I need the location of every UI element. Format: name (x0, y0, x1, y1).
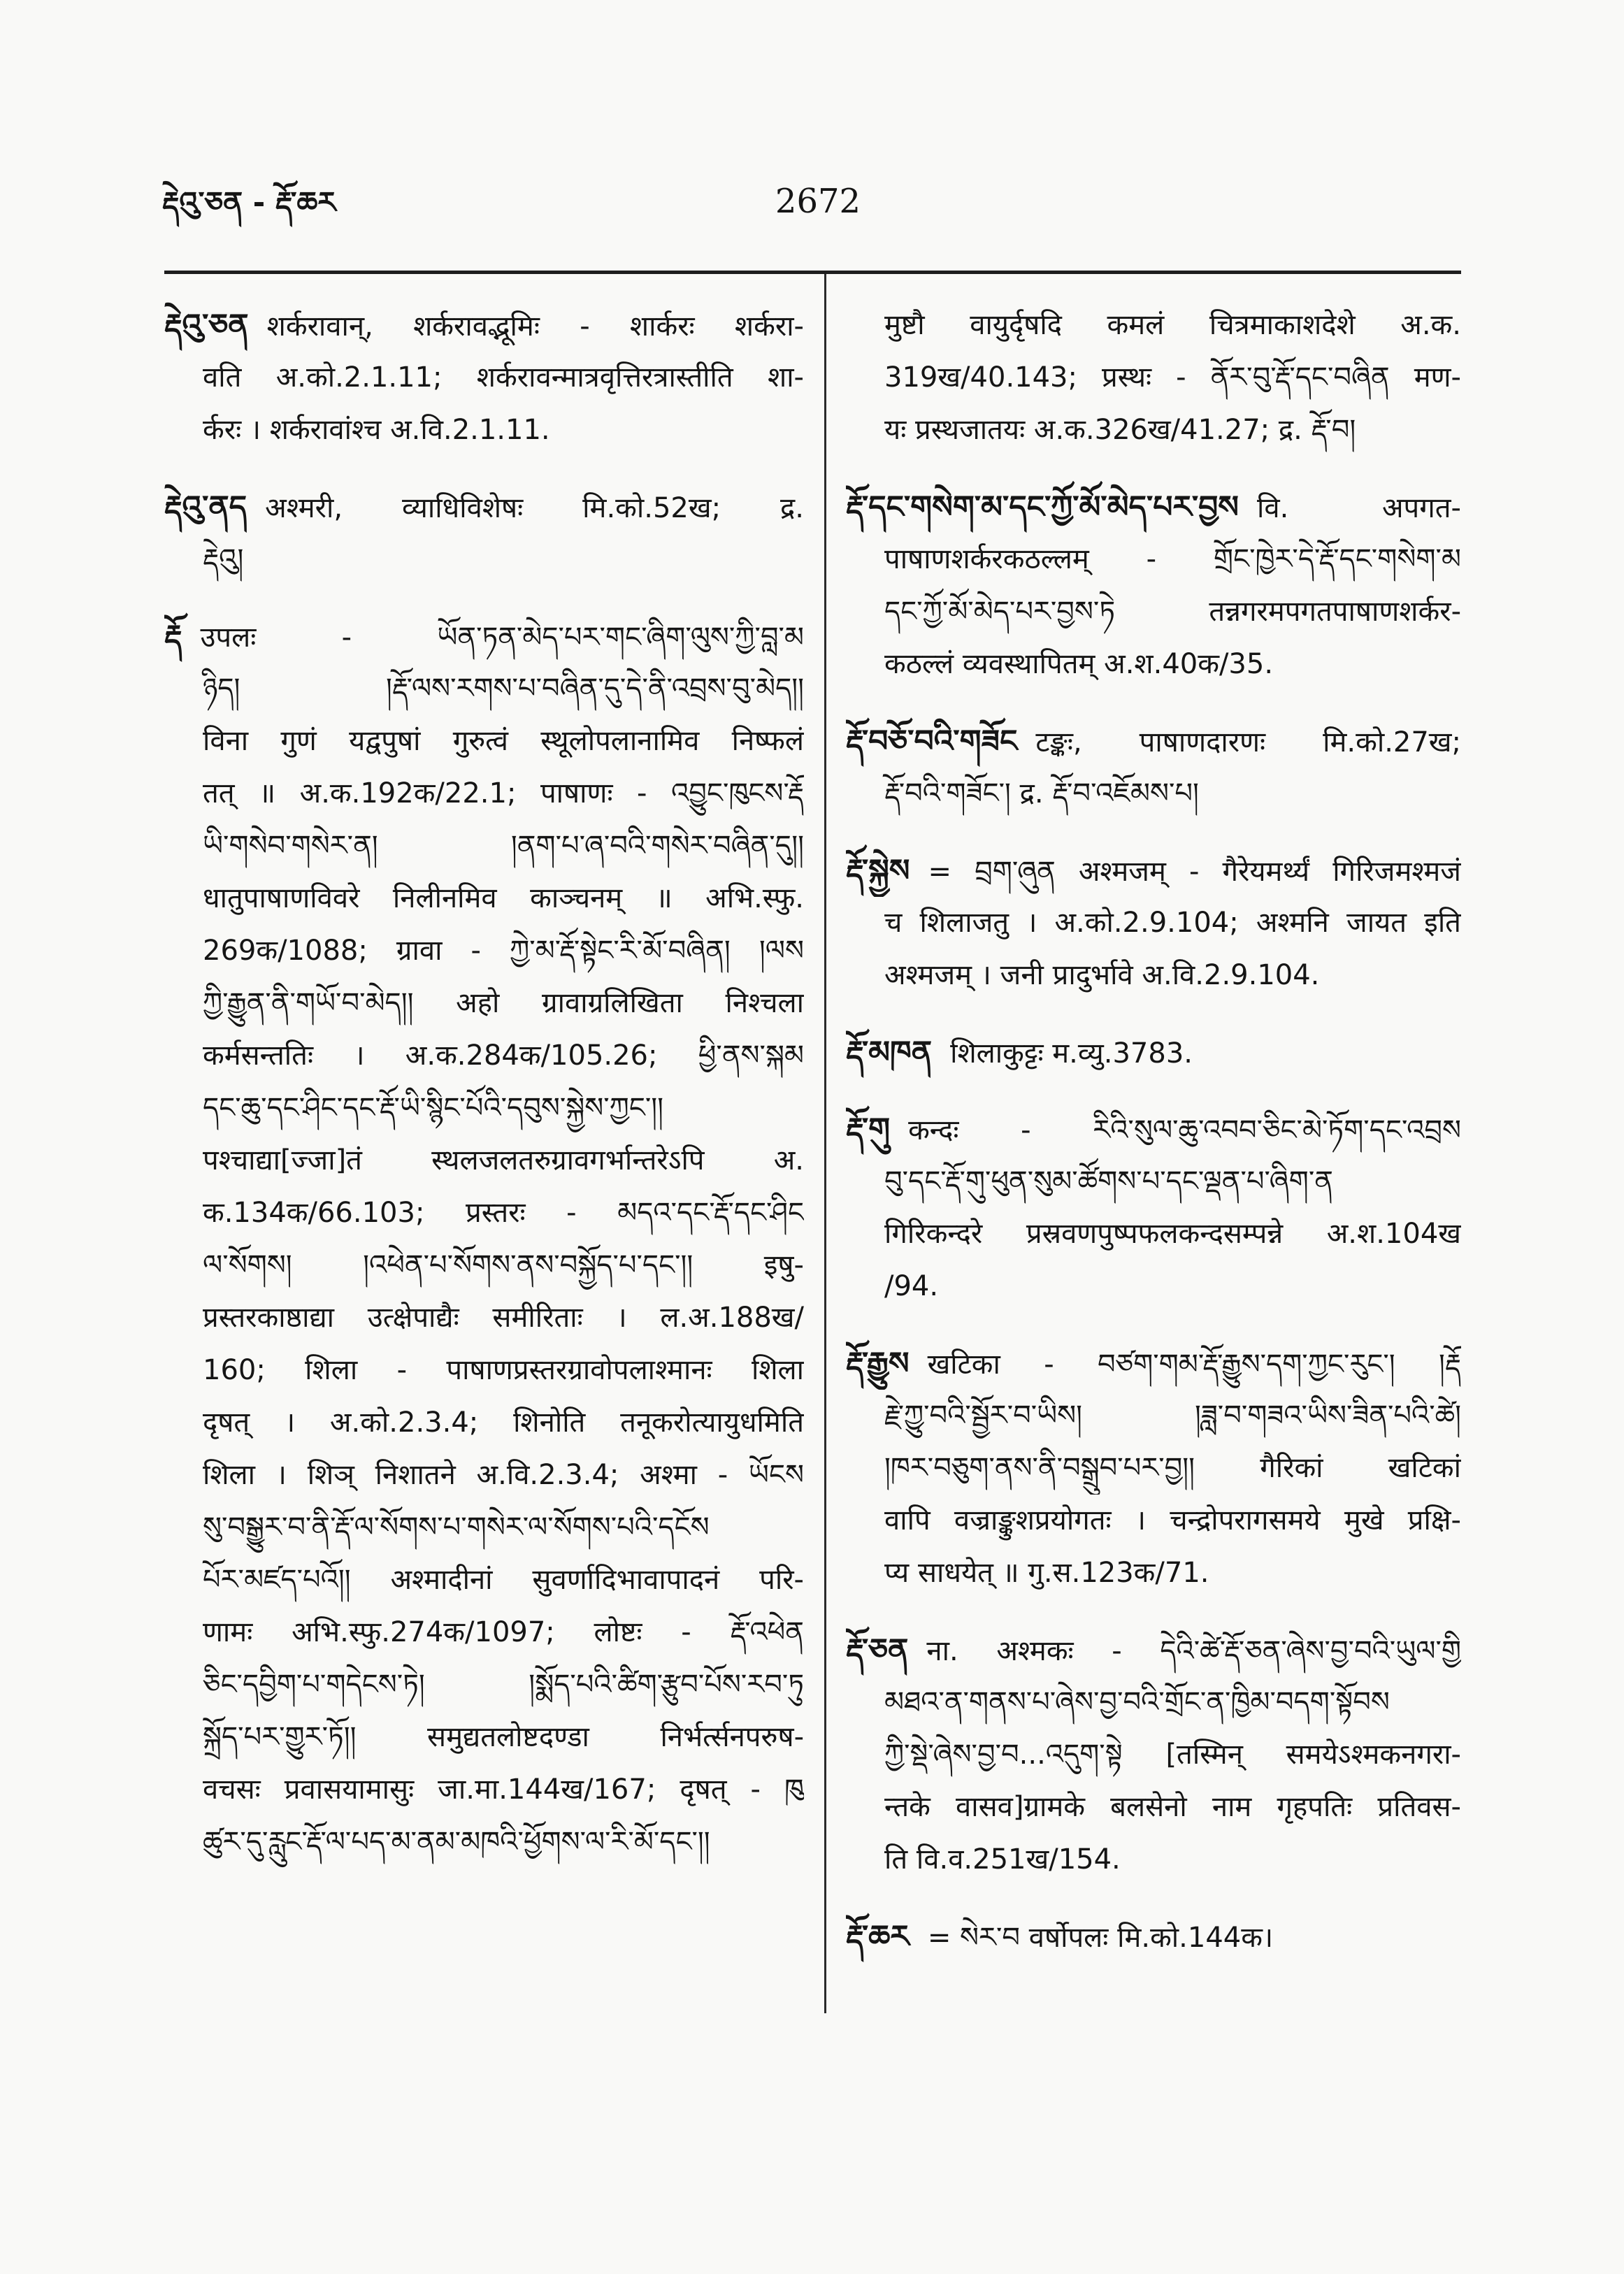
entry-line (846, 1624, 1461, 1676)
entry-line: ལ་སོགས། །འཕེན་པ་སོགས་ནས་བསྐྱོད་པ་དང་།། इषु- (203, 1249, 804, 1281)
entry-line (164, 481, 804, 533)
entry-line: རྡེའུ། (203, 543, 244, 575)
entry-line: པོར་མཛད་པའོ།། अश्मादीनां सुवर्णादिभावापादनं परि- (203, 1564, 804, 1596)
dictionary-entry (846, 844, 1461, 1002)
entry-line: སྐྲོད་པར་གྱུར་ཏོ།། समुद्यतलोष्टदण्डा निर्भर्त्सनपरुष- (203, 1721, 804, 1753)
entry-line: བུ་དང་རྡོ་གུ་ཕུན་སུམ་ཚོགས་པ་དང་ལྡན་པ་ཞིག་ན (884, 1165, 1333, 1197)
entry-line: प्रस्तरकाष्ठाद्या उत्क्षेपाद्यैः समीरिताः । ल.अ.188ख/ (203, 1302, 804, 1334)
headword: རྡོ་ཅན (846, 1632, 909, 1668)
entry-line: ཀྱི་རྒྱུན་ནི་གཡོ་བ་མེད།། अहो ग्रावाग्रलिखिता निश्चला (203, 987, 804, 1019)
entry-line: कर्मसन्ततिः । अ.क.284क/105.26; ཕྱི་ནས་སྐམ (203, 1039, 804, 1072)
entry-line: རྡོ་བའི་གཟོང་། द्र. རྡོ་བ་འཇོམས་པ། (884, 777, 1199, 809)
entry-line: རྗེ་ཀྱུ་བའི་སྦྱོར་བ་ཡིས། །ཟླ་བ་གཟའ་ཡིས་ཟིན་པའི་ཚེ། (884, 1399, 1461, 1432)
headword: རྡོ་སྐྱེས (846, 853, 910, 888)
dictionary-entry (846, 481, 1461, 691)
entry-line: ཀྱི་སྡེ་ཞེས་བྱ་བ...འདུག་སྟེ [तस्मिन् समयेऽश्मकनगरा- (884, 1739, 1461, 1771)
entry-line: वापि वज्राङ्कुशप्रयोगतः । चन्द्रोपरागसमये मुखे प्रक्षि- (884, 1504, 1461, 1537)
entry-line (846, 715, 1461, 768)
entry-line: पाषाणशर्करकठल्लम् - གྲོང་ཁྱེར་དེ་རྡོ་དང་གསེག་མ (884, 543, 1461, 575)
entry-line (846, 1026, 1461, 1079)
entry-line: गिरिकन्दरे प्रस्रवणपुष्पफलकन्दसम्पन्ने अ.श.104ख (884, 1218, 1461, 1250)
entry-line: 319ख/40.143; प्रस्थः - ནོར་བུ་རྡོ་དང་བཞིན मण- (884, 361, 1461, 394)
entry-text: = སེར་བ वर्षोपलः मि.को.144क। (927, 1922, 1274, 1954)
headword: རྡེའུ་ནད (164, 489, 247, 525)
headword: རྡོ་རྒྱུས (846, 1346, 910, 1381)
entry-line: ཡི་གསེབ་གསེར་ན། །ནག་པ་ཞ་བའི་གསེར་བཞིན་དུ།། (203, 830, 804, 862)
dictionary-entry (846, 1624, 1461, 1886)
entry-line: དང་ཀྱོ་མོ་མེད་པར་བྱས་ཏེ तन्नगरमपगतपाषाणशर्कर- (884, 596, 1461, 628)
entry-line: धातुपाषाणविवरे निलीनमिव काञ्चनम् ॥ अभि.स्फु. (203, 882, 804, 914)
left-column (164, 299, 804, 1893)
entry-text: शर्करावान्, शर्करावद्भूमिः - शार्करः शर्करा- (266, 310, 804, 343)
entry-line: न्तके वासव]ग्रामके बलसेनो नाम गृहपतिः प्रतिवस- (884, 1791, 1461, 1823)
right-column (846, 299, 1461, 1987)
dictionary-entry (846, 1026, 1461, 1079)
entry-line: णामः अभि.स्फु.274क/1097; लोष्टः - རྡོ་འཕེན (203, 1616, 804, 1648)
entry-line: མཐའ་ན་གནས་པ་ཞེས་བྱ་བའི་གྲོང་ན་ཁྱིམ་བདག་སྟོབས (884, 1686, 1390, 1718)
entry-text: शिलाकुट्टः म.व्यु.3783. (950, 1037, 1193, 1070)
entry-line: ཅིང་དབྱིག་པ་གདེངས་ཏེ། །སྨོད་པའི་ཚིག་རྩུབ་པོས་རབ་ཏུ (203, 1669, 804, 1701)
entry-line: वचसः प्रवासयामासुः जा.मा.144ख/167; दृषत् - ཁུ (203, 1773, 804, 1806)
entry-line: मुष्टौ वायुर्दृषदि कमलं चित्रमाकाशदेशे अ.क. (884, 309, 1461, 341)
headword: རྡེའུ་ཅན (164, 308, 249, 343)
entry-line: विना गुणं यद्वपुषां गुरुत्वं स्थूलोपलानामिव निष्फलं (203, 725, 804, 757)
entry-line: र्करः । शर्करावांश्च अ.वि.2.1.11. (203, 414, 550, 446)
entry-continuation (846, 299, 1461, 456)
entry-text: वि. अपगत- (1257, 492, 1461, 524)
headword: རྡོ་གུ (846, 1111, 891, 1147)
entry-line: प्य साधयेत् ॥ गु.स.123क/71. (884, 1557, 1209, 1589)
entry-line: དང་ཆུ་དང་ཤིང་དང་རྡོ་ཡི་སྙིང་པོའི་དབུས་སྐྱེས་ཀྱང་།། (203, 1092, 664, 1124)
entry-line (846, 1103, 1461, 1156)
running-head: རྡེའུ་ཅན - རྡོ་ཆར (162, 185, 336, 220)
entry-line: 269क/1088; ग्रावा - ཀྱེ་མ་རྡོ་སྟེང་རི་མོ་བཞིན། །ལས (203, 935, 804, 967)
entry-line: दृषत् । अ.को.2.3.4; शिनोति तनूकरोत्यायुधमिति (203, 1406, 804, 1439)
entry-line (846, 481, 1461, 533)
entry-line: ति वि.व.251ख/154. (884, 1843, 1121, 1876)
entry-text: = བྲག་ཞུན अश्मजम् - गैरेयमर्थ्यं गिरिजमश्मजं (928, 856, 1461, 888)
entry-line: पश्चाद्या[ज्जा]तं स्थलजलतरुग्रावगर्भान्तरेऽपि अ. (203, 1144, 804, 1176)
headword: རྡོ་བཅོ་བའི་གཟོང (846, 724, 1018, 759)
dictionary-entry (164, 610, 804, 1869)
entry-line: च शिलाजतु । अ.को.2.9.104; अश्मनि जायत इति (884, 907, 1461, 939)
headword: རྡོ་ཆར (846, 1919, 910, 1955)
dictionary-entry (846, 1337, 1461, 1599)
entry-line: कठल्लं व्यवस्थापितम् अ.श.40क/35. (884, 648, 1274, 680)
entry-line: वति अ.को.2.1.11; शर्करावन्मात्रवृत्तिरत्रास्तीति शा- (203, 361, 804, 394)
entry-text: उपलः - ཡོན་ཏན་མེད་པར་གང་ཞིག་ལུས་ཀྱི་བླ་མ (200, 621, 804, 654)
entry-line: 160; शिला - पाषाणप्रस्तरग्रावोपलाश्मानः शिला (203, 1354, 804, 1386)
entry-line: /94. (884, 1270, 939, 1302)
dictionary-entry (164, 481, 804, 586)
entry-line: तत् ॥ अ.क.192क/22.1; पाषाणः - འབྱུང་ཁུངས་རྡོ (203, 777, 804, 809)
headword: རྡོ་དང་གསེག་མ་དང་ཀྱོ་མོ་མེད་པར་བྱས (846, 489, 1239, 525)
column-divider (824, 274, 826, 2013)
entry-line: ཚུར་དུ་རླུང་རྡོ་ལ་པད་མ་ནམ་མཁའི་ཕྱོགས་ལ་རི་མོ་དང་།། (203, 1826, 710, 1858)
headword: རྡོ (164, 619, 182, 654)
entry-line (164, 610, 804, 663)
entry-line: अश्मजम् । जनी प्रादुर्भावे अ.वि.2.9.104. (884, 959, 1320, 991)
entry-text: टङ्कः, पाषाणदारणः मि.को.27ख; (1035, 726, 1461, 758)
entry-line: ཉིད། །རྡོ་ལས་རགས་པ་བཞིན་དུ་དེ་ནི་འབྲས་བུ་མེད།། (203, 672, 804, 705)
header-rule (164, 271, 1461, 274)
entry-text: कन्दः - རིའི་སུལ་ཆུ་འབབ་ཅིང་མེ་ཏོག་དང་འབྲས (908, 1114, 1461, 1146)
entry-line (846, 1337, 1461, 1390)
entry-line: །ཁར་བཅུག་ནས་ནི་བསྒྲུབ་པར་བྱ།། गैरिकां खटिकां (884, 1452, 1461, 1484)
entry-line (164, 299, 804, 352)
entry-line (846, 844, 1461, 897)
page-number: 2672 (775, 182, 861, 221)
entry-text: अश्मरी, व्याधिविशेषः मि.को.52ख; द्र. (265, 492, 804, 524)
entry-line: क.134क/66.103; प्रस्तरः - མདའ་དང་རྡོ་དང་ཤིང (203, 1197, 804, 1229)
entry-line (846, 1910, 1461, 1963)
entry-line: སུ་བསྒྱུར་བ་ནི་རྡོ་ལ་སོགས་པ་གསེར་ལ་སོགས་པའི་དངོས (203, 1511, 710, 1543)
entry-text: ना. अश्मकः - དེའི་ཚེ་རྡོ་ཅན་ཞེས་བྱ་བའི་ཡུལ་གྱི (926, 1635, 1461, 1667)
dictionary-entry (846, 1910, 1461, 1963)
entry-line: शिला । शिञ् निशातने अ.वि.2.3.4; अश्मा - ཡོངས (203, 1459, 804, 1491)
dictionary-entry (846, 715, 1461, 820)
entry-line: यः प्रस्थजातयः अ.क.326ख/41.27; द्र. རྡོ་བ། (884, 414, 1356, 446)
dictionary-entry (846, 1103, 1461, 1313)
entry-text: खटिका - བཙག་གམ་རྡོ་རྒྱུས་དག་ཀྱང་རུང་། །རྡོ (927, 1348, 1461, 1381)
headword: རྡོ་མཁན (846, 1035, 933, 1070)
dictionary-entry (164, 299, 804, 456)
